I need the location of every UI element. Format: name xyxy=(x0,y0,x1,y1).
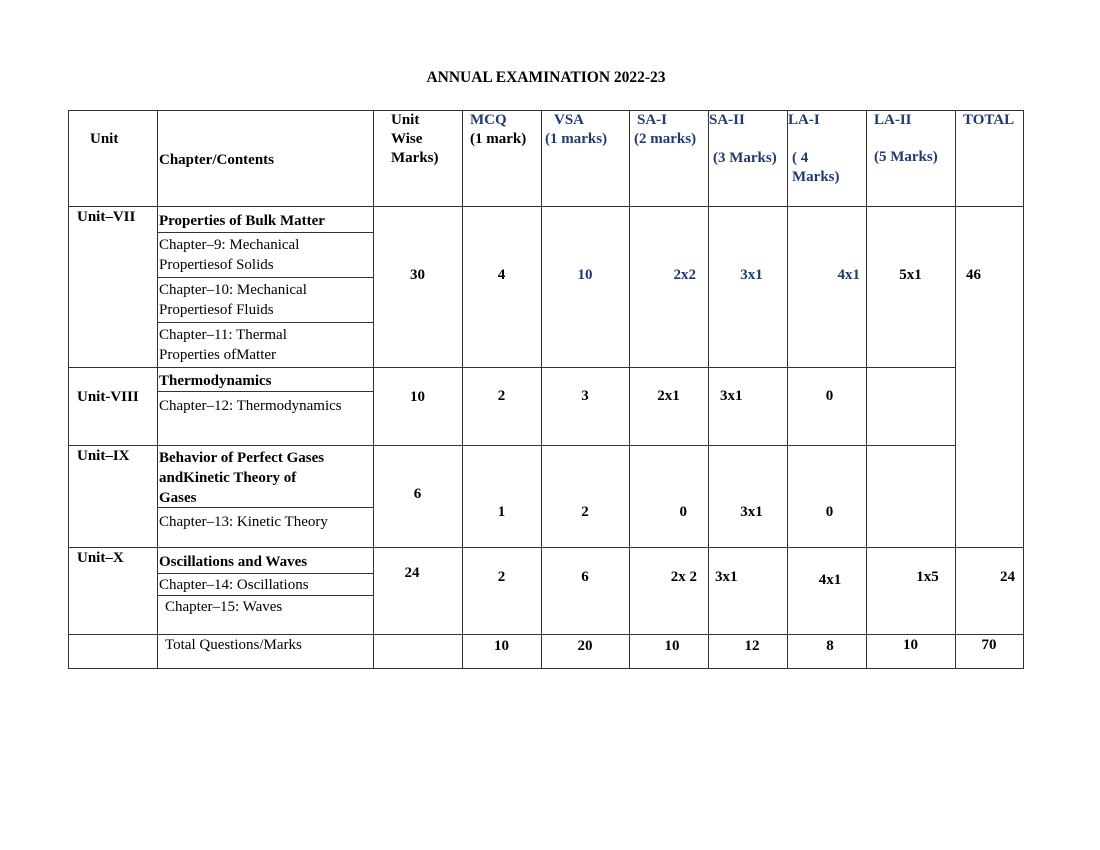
unit-marks: 30 xyxy=(410,267,425,283)
vsa-value: 3 xyxy=(581,388,589,404)
chapter-divider xyxy=(157,595,373,596)
row-divider xyxy=(68,547,1024,548)
header-mcq-marks: (1 mark) xyxy=(470,131,527,147)
unit-label: Unit–VII xyxy=(77,209,136,225)
header-sa2-marks: (3 Marks) xyxy=(713,150,777,166)
chapter-divider xyxy=(157,232,373,233)
unit-topic: Behavior of Perfect Gases xyxy=(159,450,325,466)
header-sa1-marks: (2 marks) xyxy=(634,131,697,147)
header-la2: LA-II xyxy=(874,112,912,128)
column-divider xyxy=(157,110,158,669)
header-vsa-marks: (1 marks) xyxy=(545,131,608,147)
chapter-divider xyxy=(157,573,373,574)
header-mcq: MCQ xyxy=(470,112,507,128)
chapter-line: Propertiesof Fluids xyxy=(159,302,274,318)
header-la1: LA-I xyxy=(788,112,820,128)
unit-label: Unit–IX xyxy=(77,448,130,464)
la2-value: 1x5 xyxy=(916,569,939,585)
chapter-line: Chapter–13: Kinetic Theory xyxy=(159,514,328,530)
footer-sa2: 12 xyxy=(744,638,760,654)
la1-value: 0 xyxy=(825,388,834,404)
footer-total: 70 xyxy=(981,637,997,653)
header-la1-marks-2: Marks) xyxy=(792,169,840,185)
footer-label: Total Questions/Marks xyxy=(165,637,302,653)
vsa-value: 6 xyxy=(581,569,589,585)
mcq-value: 4 xyxy=(497,267,506,283)
mcq-value: 2 xyxy=(497,388,506,404)
sa1-value: 2x2 xyxy=(673,267,696,283)
header-unit: Unit xyxy=(90,131,119,147)
vsa-value: 10 xyxy=(577,267,593,283)
footer-mcq: 10 xyxy=(494,638,509,654)
chapter-divider xyxy=(157,322,373,323)
column-divider xyxy=(708,110,709,669)
table-border-left xyxy=(68,110,69,669)
chapter-line: Chapter–14: Oscillations xyxy=(159,577,309,593)
row-divider xyxy=(68,367,955,368)
unit-marks: 6 xyxy=(413,486,422,502)
header-sa2: SA-II xyxy=(709,112,745,128)
la1-value: 4x1 xyxy=(818,572,842,588)
footer-la1: 8 xyxy=(826,638,834,654)
unit-label: Unit-VIII xyxy=(77,389,139,405)
table-border-bottom xyxy=(68,668,1024,669)
chapter-line: Chapter–9: Mechanical xyxy=(159,237,300,253)
chapter-line: Chapter–15: Waves xyxy=(165,599,283,615)
header-unit-wise-2: Wise xyxy=(391,131,423,147)
header-unit-wise-1: Unit xyxy=(391,112,420,128)
unit-topic: andKinetic Theory of xyxy=(159,470,297,486)
chapter-line: Propertiesof Solids xyxy=(159,257,274,273)
mcq-value: 2 xyxy=(497,569,506,585)
vsa-value: 2 xyxy=(581,504,589,520)
unit-topic: Properties of Bulk Matter xyxy=(159,213,325,229)
chapter-line: Chapter–10: Mechanical xyxy=(159,282,307,298)
sa1-value: 2x 2 xyxy=(670,569,697,585)
header-vsa: VSA xyxy=(554,112,585,128)
table-border-right xyxy=(1023,110,1024,669)
row-divider xyxy=(68,445,955,446)
footer-vsa: 20 xyxy=(577,638,593,654)
unit-topic: Gases xyxy=(159,490,197,506)
header-sa1: SA-I xyxy=(637,112,668,128)
sa2-value: 3x1 xyxy=(720,388,743,404)
sa2-value: 3x1 xyxy=(715,569,738,585)
unit-marks: 10 xyxy=(410,389,425,405)
footer-la2: 10 xyxy=(903,637,918,653)
blueprint-table xyxy=(68,110,1024,669)
mcq-value: 1 xyxy=(497,504,506,520)
la1-value: 4x1 xyxy=(837,267,860,283)
unit-topic: Thermodynamics xyxy=(159,373,272,389)
header-la1-marks-1: ( 4 xyxy=(792,150,809,166)
total-value: 24 xyxy=(1000,569,1015,585)
sa1-value: 0 xyxy=(679,504,687,520)
unit-topic: Oscillations and Waves xyxy=(159,554,308,570)
la2-value: 5x1 xyxy=(899,267,922,283)
sa1-value: 2x1 xyxy=(657,388,680,404)
la1-value: 0 xyxy=(825,504,834,520)
sa2-value: 3x1 xyxy=(740,267,763,283)
header-unit-wise-3: Marks) xyxy=(391,150,439,166)
footer-sa1: 10 xyxy=(664,638,680,654)
chapter-line: Chapter–11: Thermal xyxy=(159,327,287,343)
chapter-line: Chapter–12: Thermodynamics xyxy=(159,398,342,414)
page-title: ANNUAL EXAMINATION 2022-23 xyxy=(426,69,666,86)
sa2-value: 3x1 xyxy=(740,504,763,520)
chapter-line: Properties ofMatter xyxy=(159,347,277,363)
chapter-divider xyxy=(157,277,373,278)
header-bottom-line xyxy=(68,206,1024,207)
header-chapter: Chapter/Contents xyxy=(159,152,274,168)
chapter-divider xyxy=(157,391,373,392)
header-total: TOTAL xyxy=(963,112,1015,128)
unit-label: Unit–X xyxy=(77,550,124,566)
total-value: 46 xyxy=(966,267,981,283)
unit-marks: 24 xyxy=(404,565,420,581)
header-la2-marks: (5 Marks) xyxy=(874,149,938,165)
